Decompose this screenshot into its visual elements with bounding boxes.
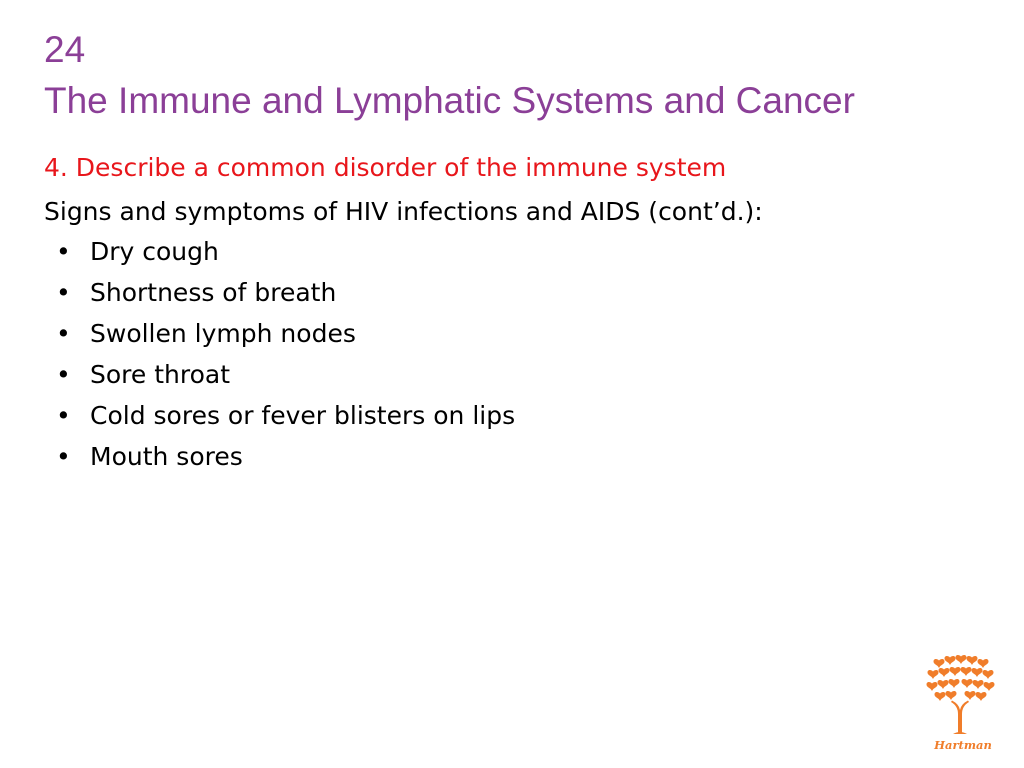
list-item-text: Dry cough bbox=[90, 237, 219, 266]
list-item-text: Swollen lymph nodes bbox=[90, 319, 356, 348]
chapter-title: The Immune and Lymphatic Systems and Cancer bbox=[44, 80, 855, 121]
logo-wordmark: Hartman bbox=[934, 738, 992, 752]
bullet-icon: • bbox=[56, 401, 71, 430]
list-item-text: Sore throat bbox=[90, 360, 231, 389]
chapter-number: 24 bbox=[44, 29, 86, 70]
bullet-icon: • bbox=[56, 237, 71, 266]
list-item-text: Shortness of breath bbox=[90, 278, 337, 307]
list-item-text: Cold sores or fever blisters on lips bbox=[90, 401, 516, 430]
learning-objective: 4. Describe a common disorder of the immune system bbox=[44, 153, 727, 182]
heart-tree-icon bbox=[927, 655, 995, 734]
bullet-icon: • bbox=[56, 319, 71, 348]
bullet-icon: • bbox=[56, 442, 71, 471]
intro-text: Signs and symptoms of HIV infections and AIDS (cont’d.): bbox=[44, 197, 763, 226]
hartman-logo bbox=[920, 652, 1006, 756]
bullet-icon: • bbox=[56, 278, 71, 307]
bullet-icon: • bbox=[56, 360, 71, 389]
list-item-text: Mouth sores bbox=[90, 442, 243, 471]
